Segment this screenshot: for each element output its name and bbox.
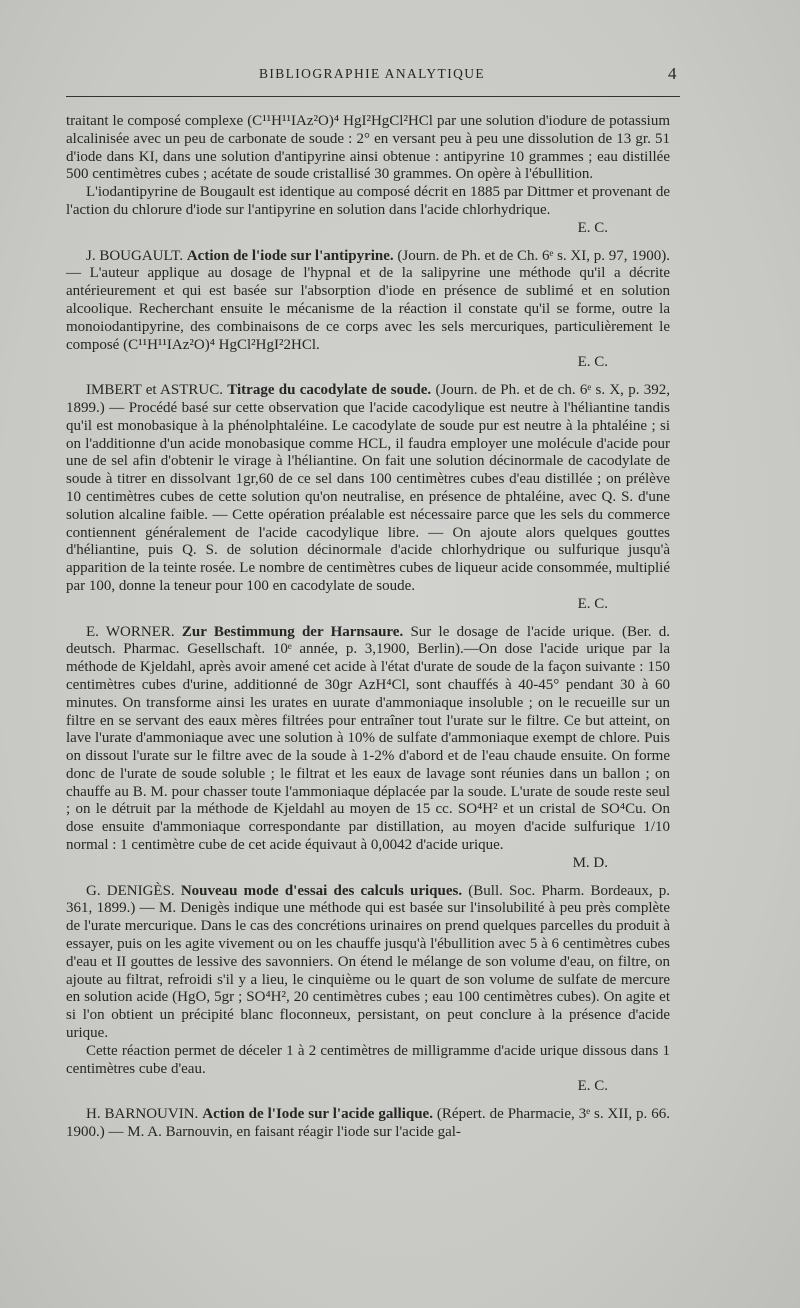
entry-text: — Procédé basé sur cette observation que l'acide cacodylique est neutre à l'héliantine tandis qu'il est monobasique à la phénolphtaléine. Le cacodylate de soude pur est neutre à la phtaléine ; si on l'additionne d'un acide monobasique comme HCL, il faudra employer une molécule d'acide pour une de sel afin d'obtenir le virage à l'héliantine. On fait une solution décinormale de cacodylate de soude à titrer en dissolvant 1gr,60 de ce sel dans 100 centimètres cubes d'eau distillée ; on prélève 10 centimètres cubes de cette solution qu'on neutralise, en présence de phtaléine, avec Q. S. d'une solution alcaline faible. — Cette opération préalable est nécessaire parce que les sels du commerce contiennent généralement de l'acide cacodylique libre. — On ajoute alors quelques gouttes d'héliantine, puis Q. S. de solution décinormale d'acide chlorhydrique ou sulfurique jusqu'à apparition de la teinte rosée. Le nombre de centimètres cubes de liqueur acide consommée, multiplié par 100, donne la teneur pour 100 en cacodylate de soude. — [66, 399, 670, 594]
entry-author: E. WORNER. — [86, 623, 175, 640]
entry-title: Action de l'iode sur l'antipyrine. — [186, 247, 394, 264]
bibliography-entry — [66, 382, 670, 596]
entry-title: Nouveau mode d'essai des calculs uriques. — [180, 882, 463, 899]
entry-text: — M. Denigès indique une méthode qui est basée sur l'insolubilité à peu près complète de l'urate mercurique. Dans le cas des concrétions urinaires on prend quelques parcelles du produit à essayer, puis on les agite vivement ou on les chauffe jusqu'à l'ébullition avec 5 à 6 centimètres cubes d'eau et II gouttes de lessive des savonniers. On étend le mélange de son volume d'eau, on filtre, on ajoute au filtrat, refroidi s'il y a lieu, le cinquième ou le quart de son volume de sulfate de mercure en solution acide (HgO, 5gr ; SO⁴H², 20 centimètres cubes ; eau 100 centimètres cubes). On agite et si l'on obtient un précipité blanc floconneux, persistant, on peut conclure à la présence d'acide urique. — [66, 900, 670, 1042]
entry-author: H. BARNOUVIN. — [86, 1106, 199, 1123]
entry-author: J. BOUGAULT. — [86, 247, 184, 264]
header-rule — [66, 96, 680, 97]
entry-source: (Répert. de Pharmacie, 3ᵉ s. XII, p. 66. 1900.) — [66, 1106, 670, 1141]
bibliography-entry — [66, 1106, 670, 1142]
signature: M. D. — [572, 854, 608, 871]
entry-text: Sur le dosage de l'acide urique. (Ber. d. deutsch. Pharmac. Gesellschaft. 10ᵉ année, p. 3,1900, Berlin).—On dose l'acide urique par la méthode de Kjeldahl, après avoir amené cet acide à l'état d'urate de soude de la façon suivante : 150 centimètres cubes d'urine, additionné de 30gr AzH⁴Cl, sont chauffés à 40-45° pendant 30 à 60 minutes. On transforme ainsi les urates en uurate d'ammoniaque insoluble ; on le recueille sur un filtre en se servant des eaux mères filtrées pour entraîner tout l'urate sur le filtre. Ce but atteint, on lave l'urate d'ammoniaque avec une solution à 10% de sulfate d'ammoniaque exempt de chlore. Puis on dissout l'urate sur le filtre avec de la soude à 1-2% d'abord et de l'eau chaude ensuite. On forme donc de l'urate de soude soluble ; le filtrat et les eaux de lavage sont réunies dans un ballon ; on chauffe au B. M. pour chasser toute l'ammoniaque déplacée par la soude. L'urate de soude reste seul ; on le détruit par la méthode de Kjeldahl au moyen de 15 cc. SO⁴H² et un cristal de SO⁴Cu. On dose ensuite d'ammoniaque correspondante par distillation, au moyen d'acide sulfurique 1/10 normal : 1 centimètre cube de cet acide équivaut à 0,0042 d'acide urique. — [66, 623, 671, 854]
page-body — [66, 113, 670, 1142]
signature: E. C. — [577, 595, 608, 612]
entry-source: (Journ. de Ph. et de Ch. 6ᵉ s. XI, p. 97, 1900). — [397, 247, 670, 264]
entry-author: IMBERT et ASTRUC. — [86, 382, 223, 399]
entry-title: Zur Bestimmung der Harnsaure. — [181, 623, 404, 640]
signature: E. C. — [577, 1078, 608, 1095]
bibliography-entry — [66, 248, 670, 355]
entry-author: G. DENIGÈS. — [86, 882, 175, 899]
entry-source: (Journ. de Ph. et de ch. 6ᵉ s. X, p. 392, 1899.) — [66, 382, 670, 416]
continuation-paragraph: traitant le composé complexe (C¹¹H¹¹IAz²O)⁴ HgI²HgCl²HCl par une solution d'iodure de potassium alcalinisée avec un peu de carbonate de soude : 2° en versant peu à peu une dissolution de 13 gr. 51 d'iode dans KI, dans une solution d'antipyrine ainsi obtenue : antipyrine 10 grammes ; eau distillée 500 centimètres cubes ; acétate de soude cristallisé 30 grammes. On opère à l'ébullition. — [66, 113, 670, 183]
bibliography-entry — [66, 624, 670, 855]
text-paragraph: Cette réaction permet de déceler 1 à 2 centimètres de milligramme d'acide urique dissous dans 1 centimètres cube d'eau. — [66, 1042, 670, 1077]
entry-source: (Bull. Soc. Pharm. Bordeaux, p. 361, 1899.) — [66, 882, 671, 917]
entry-title: Titrage du cacodylate de soude. — [227, 382, 432, 399]
entry-text: — M. A. Barnouvin, en faisant réagir l'iode sur l'acide gal- — [108, 1124, 461, 1141]
signature: E. C. — [577, 354, 608, 371]
bibliography-entry — [66, 883, 670, 1043]
page-number: 4 — [668, 64, 677, 83]
signature: E. C. — [577, 219, 608, 236]
running-title: BIBLIOGRAPHIE ANALYTIQUE — [258, 66, 486, 81]
entry-title: Action de l'Iode sur l'acide gallique. — [202, 1106, 433, 1123]
entry-text: — L'auteur applique au dosage de l'hypnal et de la salipyrine une méthode qu'il a décrite antérieurement et qui est basée sur l'absorption d'iode en présence de sublimé et en solution alcoolique. Recherchant ensuite le mécanisme de la réaction il constate qu'il se forme, outre la monoiodantipyrine, des combinaisons de ce corps avec les sels mercuriques, particulièrement le composé (C¹¹H¹¹IAz²O)⁴ HgCl²HgI²2HCl. — [66, 265, 670, 353]
text-paragraph: L'iodantipyrine de Bougault est identique au composé décrit en 1885 par Dittmer et provenant de l'action du chlorure d'iode sur l'antipyrine en solution dans l'acide chlorhydrique. — [66, 184, 670, 218]
